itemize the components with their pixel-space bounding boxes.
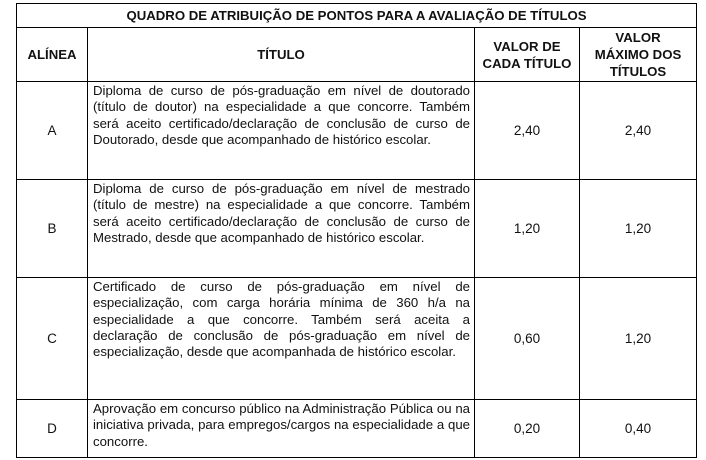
cell-alinea: C bbox=[17, 278, 88, 400]
cell-valor-maximo: 0,40 bbox=[580, 400, 697, 458]
header-valor-maximo bbox=[580, 28, 697, 82]
cell-titulo: Diploma de curso de pós-graduação em nível de doutorado (título de doutor) na especialidade a que concorre. Também será aceito certificado/declaração de conclusão de curso de Doutorado, desde que acompanhado de histórico escolar. bbox=[88, 82, 475, 180]
cell-alinea: A bbox=[17, 82, 88, 180]
cell-alinea: B bbox=[17, 180, 88, 278]
cell-valor-cada: 2,40 bbox=[475, 82, 580, 180]
cell-valor-cada: 1,20 bbox=[475, 180, 580, 278]
header-valor-cada-line: VALOR DE bbox=[493, 38, 561, 54]
table-row bbox=[17, 180, 697, 278]
table-title-row bbox=[17, 4, 697, 28]
table-row bbox=[17, 278, 697, 400]
table-header-row bbox=[17, 28, 697, 82]
cell-valor-cada: 0,60 bbox=[475, 278, 580, 400]
header-valor-cada bbox=[475, 28, 580, 82]
header-valor-maximo-line: TÍTULOS bbox=[609, 64, 667, 79]
points-table bbox=[16, 3, 697, 458]
cell-titulo: Certificado de curso de pós-graduação em nível de especialização, com carga horária mínima de 360 h/a na especialidade a que concorre. Também será aceita a declaração de conclusão de pós-graduação em nível de especialização, desde que acompanhada de histórico escolar. bbox=[88, 278, 475, 400]
header-titulo: TÍTULO bbox=[88, 28, 475, 82]
table-row bbox=[17, 400, 697, 458]
table-row bbox=[17, 82, 697, 180]
table-title: QUADRO DE ATRIBUIÇÃO DE PONTOS PARA A AVALIAÇÃO DE TÍTULOS bbox=[17, 4, 697, 28]
header-valor-maximo-line: MÁXIMO DOS bbox=[594, 47, 682, 62]
cell-alinea: D bbox=[17, 400, 88, 458]
cell-valor-maximo: 1,20 bbox=[580, 180, 697, 278]
header-valor-maximo-line: VALOR bbox=[615, 30, 661, 45]
header-alinea: ALÍNEA bbox=[17, 28, 88, 82]
cell-valor-cada: 0,20 bbox=[475, 400, 580, 458]
cell-titulo: Diploma de curso de pós-graduação em nível de mestrado (título de mestre) na especialidade a que concorre. Também será aceito certificado/declaração de conclusão de curso de Mestrado, desde que acompanhado de histórico escolar. bbox=[88, 180, 475, 278]
header-valor-cada-line: CADA TÍTULO bbox=[482, 55, 572, 71]
cell-valor-maximo: 1,20 bbox=[580, 278, 697, 400]
cell-titulo: Aprovação em concurso público na Administração Pública ou na iniciativa privada, para empregos/cargos na especialidade a que concorre. bbox=[88, 400, 475, 458]
cell-valor-maximo: 2,40 bbox=[580, 82, 697, 180]
